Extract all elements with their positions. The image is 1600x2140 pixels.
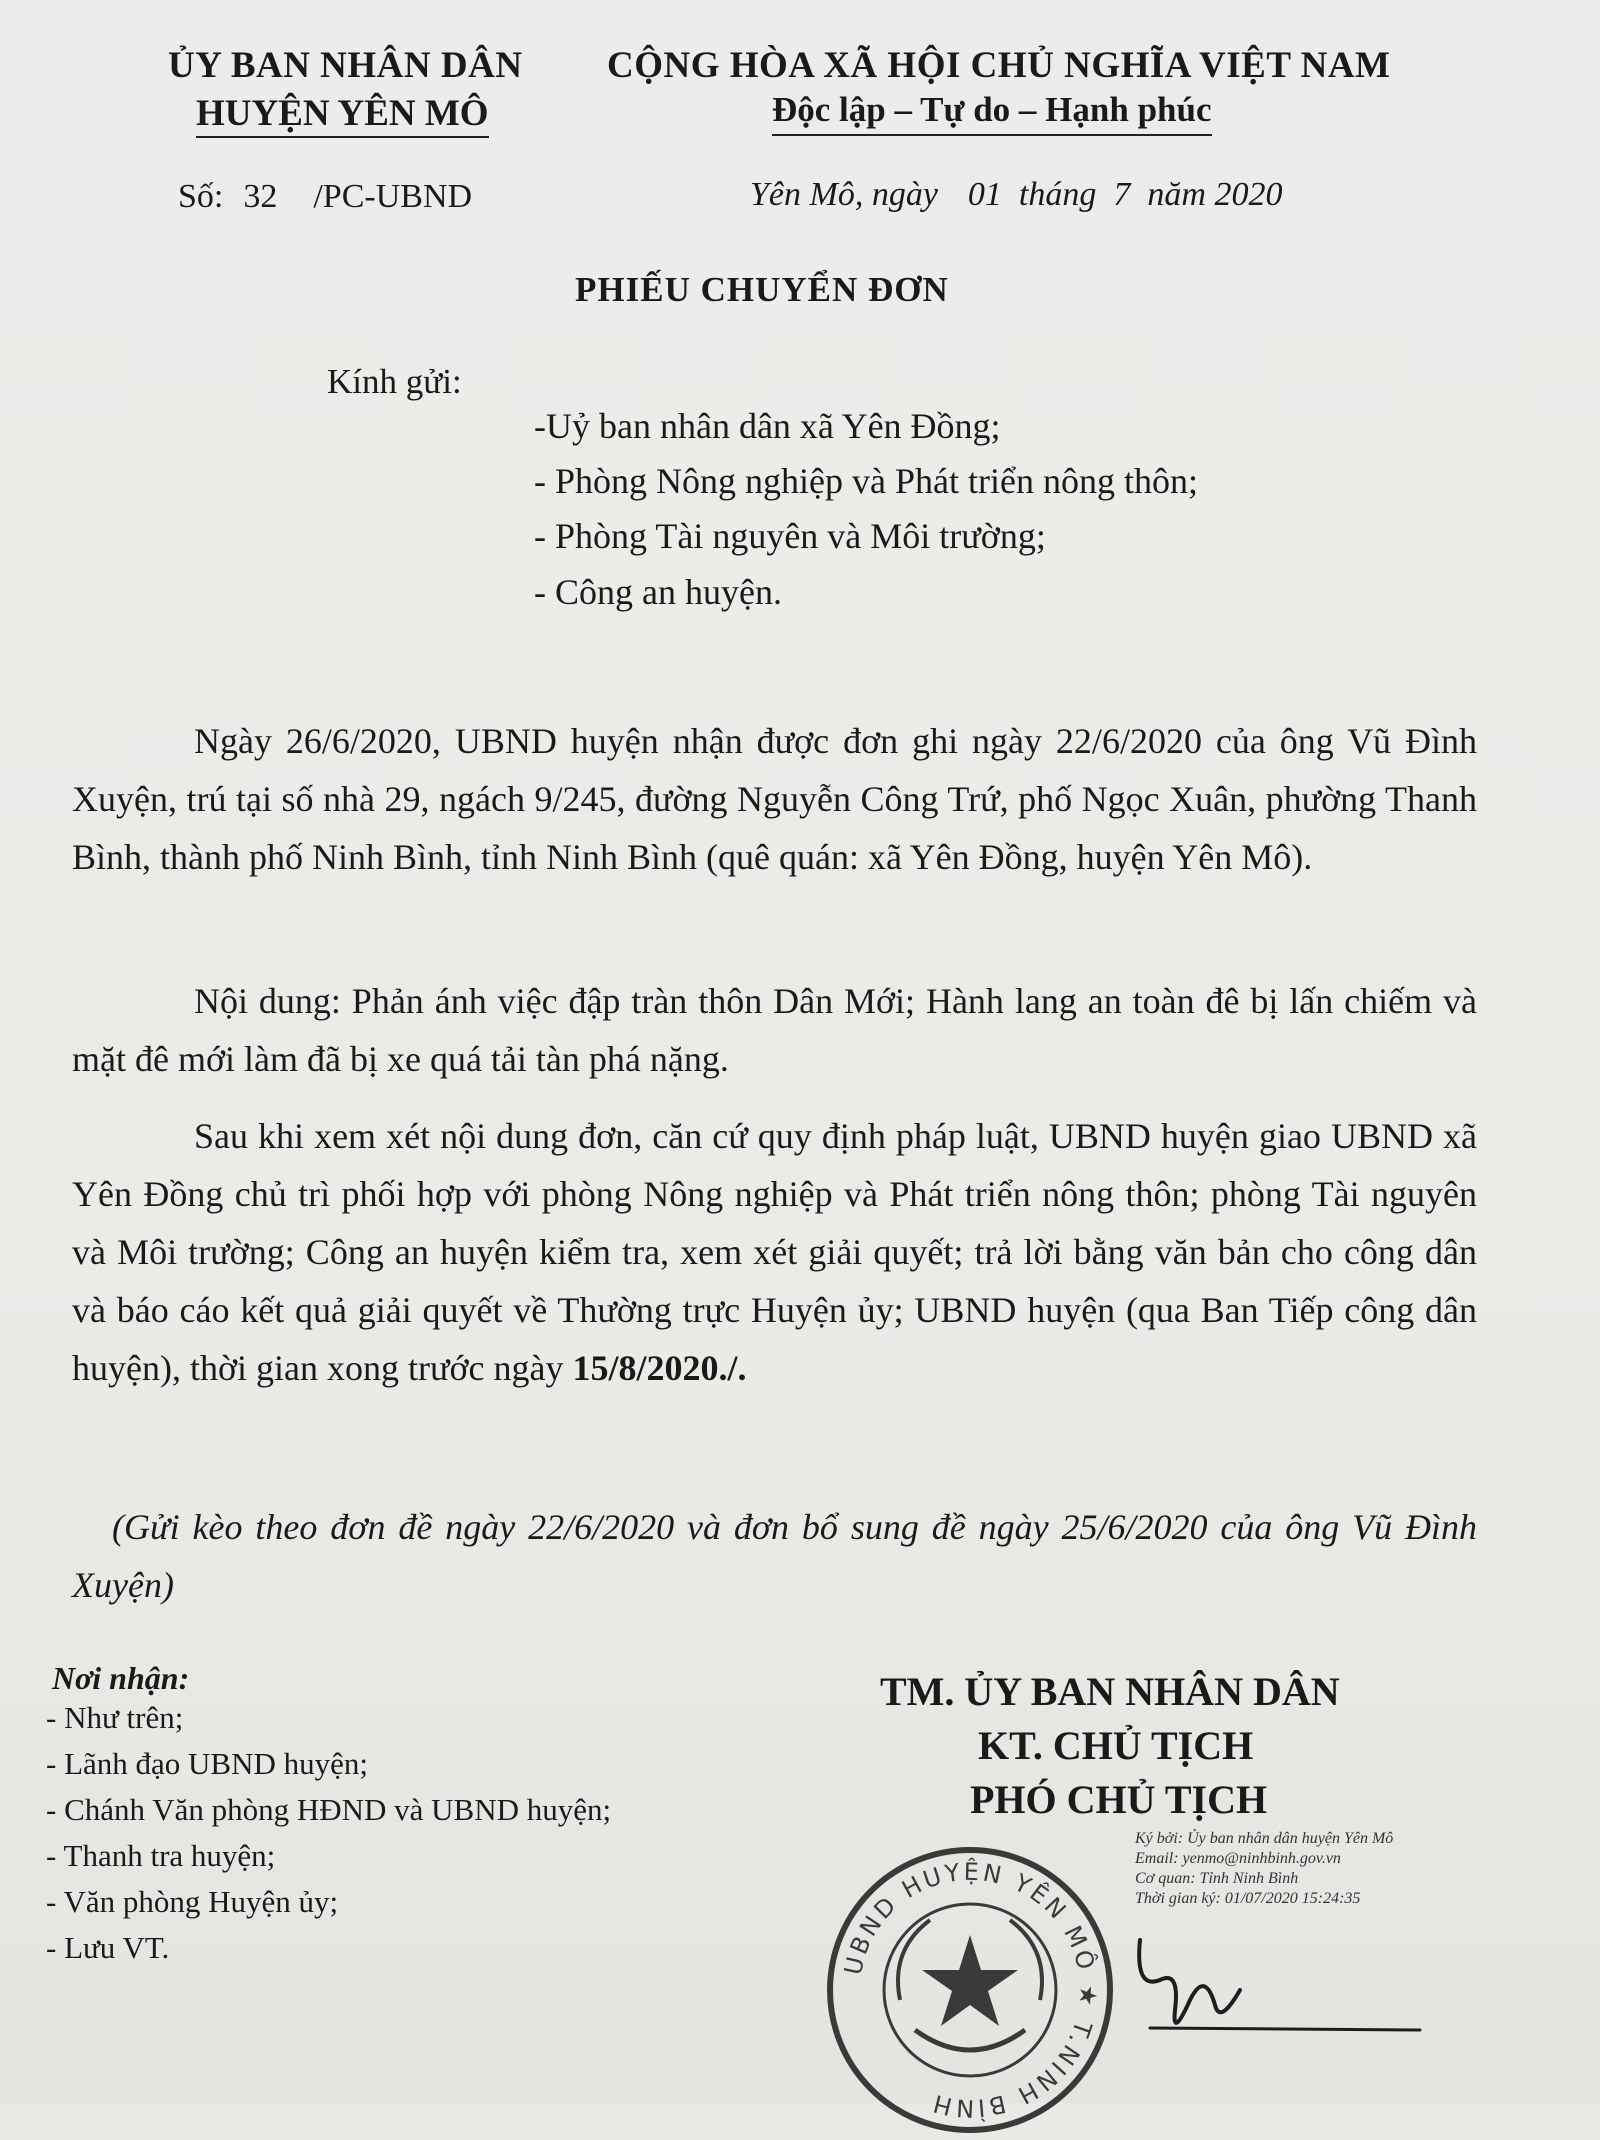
deadline-date: 15/8/2020./.: [572, 1348, 747, 1388]
addressee-item: - Công an huyện.: [534, 572, 782, 612]
handwritten-signature-icon: [1120, 1920, 1450, 2070]
date-day: 01: [967, 176, 1002, 213]
doc-number-value: 32: [243, 178, 278, 215]
body-paragraph-note: (Gửi kèo theo đơn đề ngày 22/6/2020 và đơn bổ sung đề ngày 25/6/2020 của ông Vũ Đình Xuyện): [72, 1507, 1477, 1605]
recipient-item: - Như trên;: [46, 1700, 184, 1735]
nation-name: CỘNG HÒA XÃ HỘI CHỦ NGHĨA VIỆT NAM: [607, 45, 1391, 86]
recipients-label: Nơi nhận:: [52, 1660, 190, 1696]
date-year-label: năm: [1147, 176, 1206, 213]
recipient-item: - Lưu VT.: [46, 1930, 170, 1965]
digital-signer: Ký bởi: Ủy ban nhân dân huyện Yên Mô: [1135, 1830, 1394, 1847]
date-month-label: tháng: [1018, 176, 1097, 213]
signature-title-line1: TM. ỦY BAN NHÂN DÂN: [880, 1669, 1340, 1714]
signature-title-line3: PHÓ CHỦ TỊCH: [970, 1777, 1268, 1822]
org-name-line1: ỦY BAN NHÂN DÂN: [168, 45, 523, 86]
svg-text:UBND HUYỆN YÊN MÔ ★ T.NINH BÌN: UBND HUYỆN YÊN MÔ ★ T.NINH BÌNH: [838, 1857, 1103, 2123]
document-title: PHIẾU CHUYỂN ĐƠN: [575, 270, 949, 309]
date-year: 2020: [1214, 176, 1283, 213]
signature-title-line2: KT. CHỦ TỊCH: [978, 1723, 1254, 1768]
addressee-label: Kính gửi:: [327, 362, 462, 401]
doc-number-suffix: /PC-UBND: [313, 178, 473, 215]
org-name-line2-text: HUYỆN YÊN MÔ: [196, 93, 489, 138]
doc-number-prefix: Số:: [178, 178, 224, 215]
recipient-item: - Văn phòng Huyện ủy;: [46, 1884, 339, 1919]
recipient-item: - Lãnh đạo UBND huyện;: [46, 1746, 368, 1781]
body-paragraph-1: Ngày 26/6/2020, UBND huyện nhận được đơn ghi ngày 22/6/2020 của ông Vũ Đình Xuyện, trú tại số nhà 29, ngách 9/245, đường Nguyễn Công Trứ, phố Ngọc Xuân, phường Thanh Bình, thành phố Ninh Bình, tỉnh Ninh Bình (quê quán: xã Yên Đồng, huyện Yên Mô).: [72, 721, 1477, 877]
addressee-item: - Phòng Tài nguyên và Môi trường;: [534, 516, 1046, 556]
body-paragraph-3: [72, 1107, 1477, 1397]
recipient-item: - Thanh tra huyện;: [46, 1838, 276, 1873]
recipient-item: - Chánh Văn phòng HĐND và UBND huyện;: [46, 1792, 612, 1827]
date-place: Yên Mô, ngày: [750, 176, 938, 213]
document-number: [178, 178, 472, 216]
date-month: 7: [1113, 176, 1131, 213]
body-paragraph-2: Nội dung: Phản ánh việc đập tràn thôn Dân Mới; Hành lang an toàn đê bị lấn chiếm và mặt đê mới làm đã bị xe quá tải tàn phá nặng.: [72, 981, 1477, 1079]
nation-motto: Độc lập – Tự do – Hạnh phúc: [772, 90, 1212, 136]
official-seal-icon: [820, 1840, 1120, 2140]
digital-email: Email: yenmo@ninhbinh.gov.vn: [1135, 1850, 1341, 1867]
addressee-item: - Phòng Nông nghiệp và Phát triển nông thôn;: [534, 461, 1198, 501]
digital-time: Thời gian ký: 01/07/2020 15:24:35: [1135, 1890, 1361, 1907]
addressee-item: -Uỷ ban nhân dân xã Yên Đồng;: [534, 406, 1001, 446]
document-date: [750, 176, 1282, 214]
digital-agency: Cơ quan: Tỉnh Ninh Bình: [1135, 1870, 1299, 1887]
body-paragraph-3-text: Sau khi xem xét nội dung đơn, căn cứ quy định pháp luật, UBND huyện giao UBND xã Yên Đồng chủ trì phối hợp với phòng Nông nghiệp và Phát triển nông thôn; phòng Tài nguyên và Môi trường; Công an huyện kiểm tra, xem xét giải quyết; trả lời bằng văn bản cho công dân và báo cáo kết quả giải quyết về Thường trực Huyện ủy; UBND huyện (qua Ban Tiếp công dân huyện), thời gian xong trước ngày: [72, 1116, 1477, 1388]
org-name-line2: [196, 92, 489, 135]
